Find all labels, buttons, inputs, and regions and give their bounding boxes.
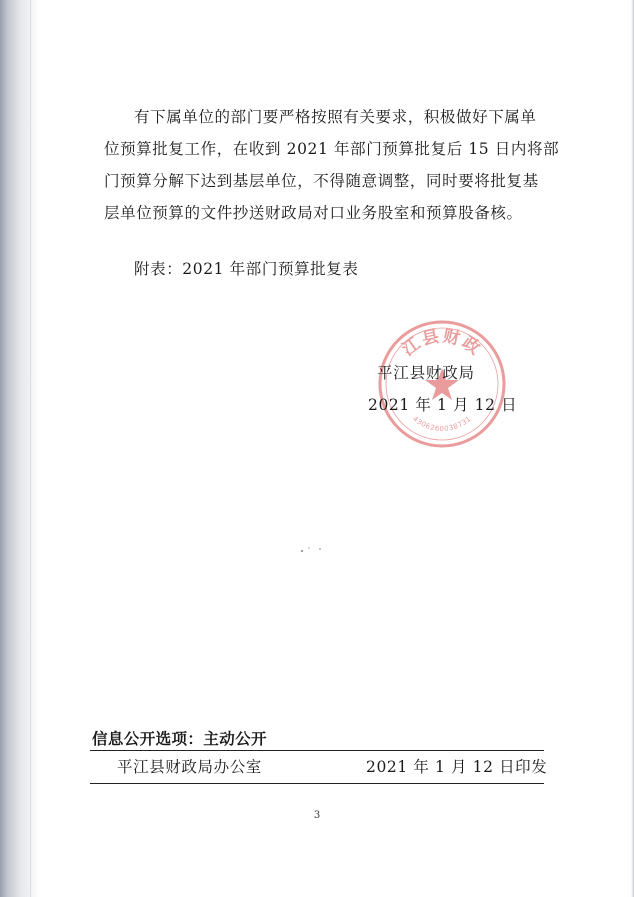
attachment-note: 附表：2021 年部门预算批复表	[134, 260, 359, 278]
divider	[90, 750, 544, 751]
binding-line	[30, 0, 31, 897]
paragraph-line: 位预算批复工作，在收到 2021 年部门预算批复后 15 日内将部	[104, 140, 560, 158]
disclosure-option: 信息公开选项：主动公开	[92, 730, 267, 748]
scan-specks	[298, 545, 328, 555]
page-number: 3	[313, 810, 321, 821]
signing-date: 2021 年 1 月 12 日	[368, 396, 518, 414]
seal-number: 4306260038731	[411, 414, 473, 433]
binding-shadow	[0, 0, 40, 897]
seal-top-text: 江县财政	[398, 326, 486, 361]
official-seal-icon	[376, 318, 508, 450]
issuing-office: 平江县财政局办公室	[117, 758, 262, 776]
svg-text:4306260038731	[411, 415, 473, 433]
body-paragraph	[104, 101, 560, 229]
signing-organization: 平江县财政局	[377, 364, 475, 382]
issue-date: 2021 年 1 月 12 日印发	[366, 758, 548, 776]
divider	[90, 783, 544, 784]
paragraph-line: 层单位预算的文件抄送财政局对口业务股室和预算股备核。	[104, 204, 523, 222]
paragraph-line: 门预算分解下达到基层单位，不得随意调整，同时要将批复基	[104, 172, 539, 190]
paragraph-line: 有下属单位的部门要严格按照有关要求，积极做好下属单	[134, 108, 537, 126]
